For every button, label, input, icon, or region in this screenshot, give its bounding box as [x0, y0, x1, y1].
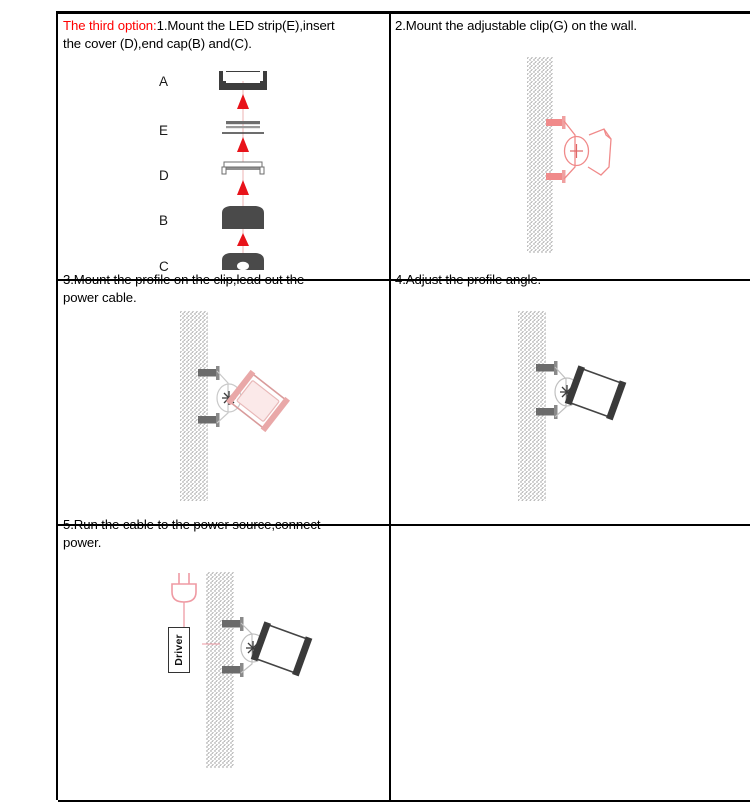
step-5-text-line2: power. — [63, 534, 102, 550]
arrow-up-2 — [237, 137, 249, 152]
tilted-profile — [226, 370, 290, 432]
step-2-cell — [390, 13, 691, 265]
step-1-text-line2: the cover (D),end cap(B) and(C). — [63, 35, 252, 51]
highlight-text: The third option: — [63, 18, 157, 33]
step-4-cell — [390, 267, 691, 510]
driver-box — [168, 627, 190, 673]
step-5-text-line1: 5.Run the cable to the power source,connect — [63, 517, 321, 532]
profile-angle-diagram — [508, 309, 648, 504]
power-plug-icon — [172, 573, 196, 602]
wall-section — [180, 311, 208, 501]
step-1-caption — [58, 13, 389, 52]
profile-shape — [219, 71, 267, 90]
part-label-c: C — [159, 259, 169, 274]
exploded-assembly-diagram — [198, 55, 288, 270]
step-5-caption — [58, 512, 389, 551]
step-3-caption — [58, 267, 389, 306]
step-2-caption: 2.Mount the adjustable clip(G) on the wall. — [395, 18, 638, 33]
tilted-profile — [565, 365, 627, 420]
step-4-caption: 4.Adjust the profile angle. — [395, 272, 542, 287]
empty-cell-caption — [390, 512, 691, 516]
tilted-profile — [251, 621, 313, 676]
arrow-up-3 — [237, 180, 249, 195]
part-label-e: E — [159, 123, 169, 138]
profile-mounted-diagram — [170, 309, 310, 504]
part-label-b: B — [159, 213, 169, 228]
driver-label: Driver — [173, 634, 185, 666]
step-3-text-line1: 3.Mount the profile on the clip,lead out the — [63, 272, 305, 287]
step-3-text-line2: power cable. — [63, 289, 137, 305]
step-1-text-line1: 1.Mount the LED strip(E),insert — [156, 18, 335, 33]
wall-section — [527, 57, 553, 253]
arrow-up-1 — [237, 94, 249, 109]
empty-cell — [390, 512, 691, 786]
part-label-a: A — [159, 74, 169, 89]
step-1-cell — [58, 13, 389, 274]
wall-section — [518, 311, 546, 501]
step-3-cell — [58, 267, 389, 510]
part-label-d: D — [159, 168, 169, 183]
end-cap-b-shape — [222, 206, 264, 229]
clip-pivot-screw — [570, 144, 583, 158]
arrow-up-4 — [237, 233, 249, 246]
step-5-cell — [58, 512, 389, 786]
wall-clip-diagram — [505, 55, 635, 260]
adjustable-clip — [564, 121, 611, 179]
